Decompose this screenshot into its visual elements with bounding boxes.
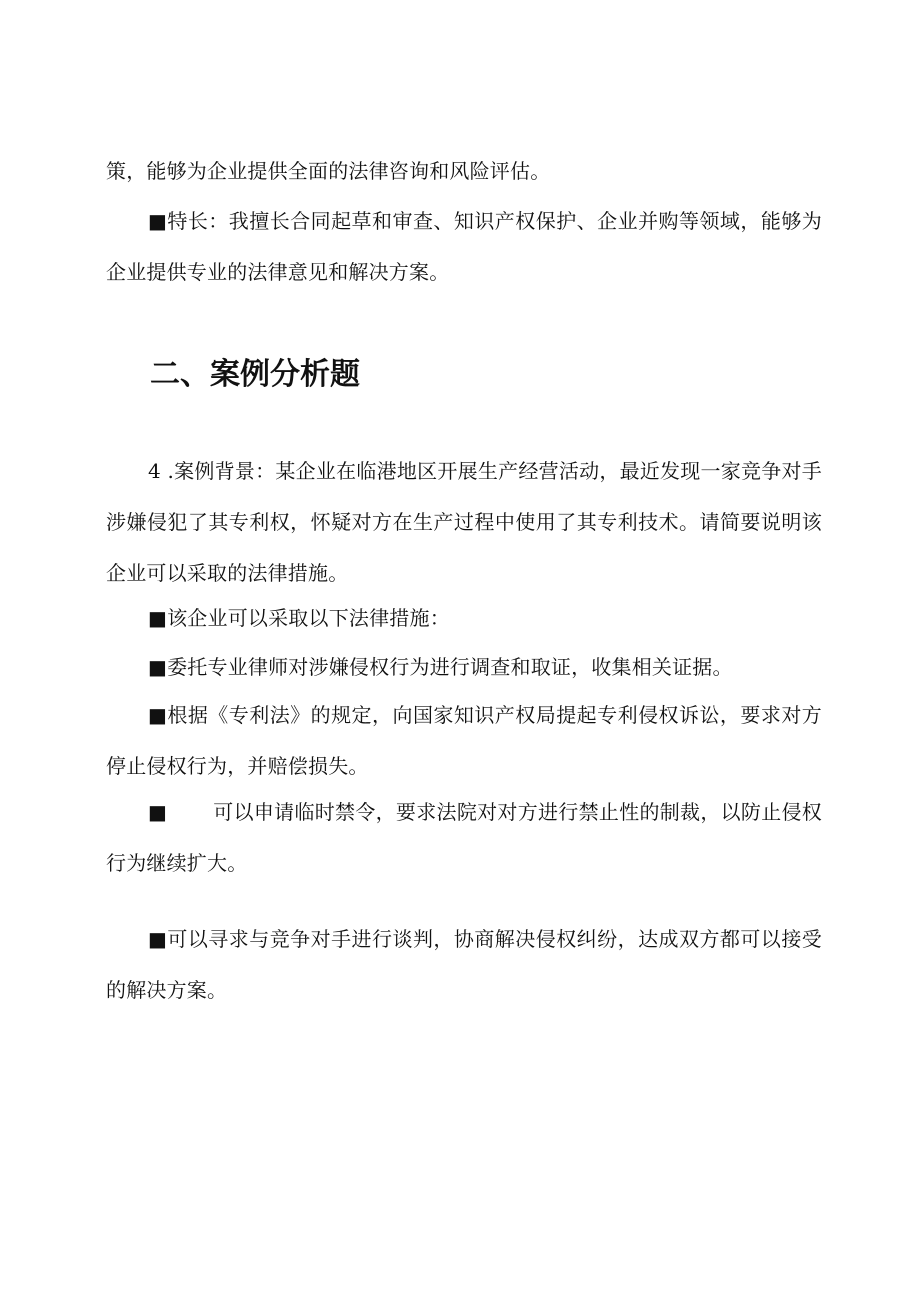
- paragraph-measures-intro: ■该企业可以采取以下法律措施：: [148, 606, 450, 630]
- paragraph-specialty: ■特长：我擅长合同起草和审查、知识产权保护、企业并购等领域，能够为企业提供专业的法律意见和解决方案。: [106, 209, 822, 284]
- paragraph-measure-negotiation: ■可以寻求与竞争对手进行谈判，协商解决侵权纠纷，达成双方都可以接受的解决方案。: [106, 927, 822, 1002]
- paragraph-case-background: 4 .案例背景：某企业在临港地区开展生产经营活动，最近发现一家竞争对手涉嫌侵犯了其专利权，怀疑对方在生产过程中使用了其专利技术。请简要说明该企业可以采取的法律措施。: [106, 459, 822, 585]
- injunction-text: 可以申请临时禁令，要求法院对对方进行禁止性的制裁，以防止侵权行为继续扩大。: [106, 800, 822, 875]
- paragraph-measure-lawsuit: ■根据《专利法》的规定，向国家知识产权局提起专利侵权诉讼，要求对方停止侵权行为，并赔偿损失。: [106, 703, 822, 778]
- paragraph-measure-injunction: [106, 787, 822, 889]
- bullet-marker: ■: [148, 800, 168, 824]
- paragraph-strategy-continuation: 策，能够为企业提供全面的法律咨询和风险评估。: [106, 159, 551, 183]
- section-heading-case-analysis: 二、案例分析题: [150, 357, 360, 392]
- paragraph-measure-investigation: ■委托专业律师对涉嫌侵权行为进行调查和取证，收集相关证据。: [148, 655, 733, 679]
